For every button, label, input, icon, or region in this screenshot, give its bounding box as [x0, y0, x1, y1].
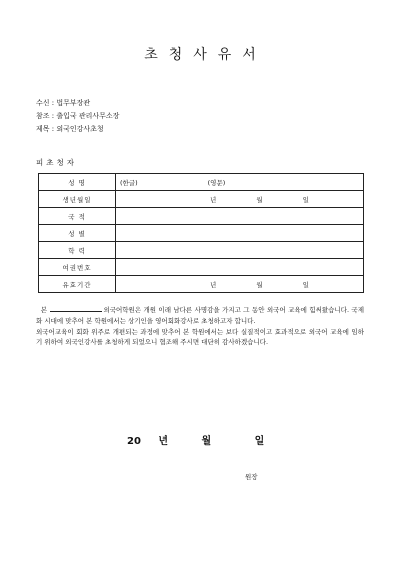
date-month-unit: 월: [201, 436, 212, 447]
date-day-unit: 일: [254, 436, 265, 447]
recipient-line: 수신 : 법무부장관: [36, 99, 91, 107]
passport-field[interactable]: [116, 259, 364, 276]
birth-month-unit: 월: [256, 195, 263, 204]
nationality-label: 국 적: [39, 208, 116, 225]
body-paragraph-2: 외국어교육이 회화 위주로 개편되는 과정에 맞추어 본 학원에서는 보다 실질적이고 효과적으로 외국어 교육에 임하기 위하여 외국인강사를 초청하게 되었으니 협조해 주시면 대단히 감사하겠습니다.: [36, 327, 364, 347]
education-field[interactable]: [116, 242, 364, 259]
education-label: 학 력: [39, 242, 116, 259]
form-row-nationality: [39, 208, 364, 225]
document-title: 초청사유서: [144, 47, 267, 63]
name-label: 성 명: [39, 174, 116, 191]
invitee-form-table: [38, 173, 364, 293]
validity-month-unit: 월: [256, 280, 263, 289]
birth-label: 생년월일: [39, 191, 116, 208]
nationality-field[interactable]: [116, 208, 364, 225]
subject-line: 제목 : 외국인강사초청: [36, 125, 104, 133]
document-meta: [36, 97, 119, 136]
form-row-validity: [39, 276, 364, 293]
form-row-birth: [39, 191, 364, 208]
gender-field[interactable]: [116, 225, 364, 242]
invitee-section-label: 피초청자: [36, 158, 77, 167]
invitation-body: [36, 305, 364, 348]
birth-field[interactable]: [116, 191, 364, 208]
validity-year-unit: 년: [210, 280, 217, 289]
validity-day-unit: 일: [302, 280, 309, 289]
reference-line: 참조 : 출입국 관리사무소장: [36, 112, 120, 120]
date-year-unit: 년: [158, 436, 169, 447]
date-year: 20: [127, 436, 141, 447]
academy-name-blank[interactable]: [50, 306, 102, 312]
body-start-word: 본: [40, 306, 48, 314]
name-korean-label: (한글): [120, 178, 138, 187]
form-row-name: [39, 174, 364, 191]
birth-year-unit: 년: [210, 195, 217, 204]
validity-label: 유효기간: [39, 276, 116, 293]
form-row-education: [39, 242, 364, 259]
body-paragraph-1-text: 외국어학원은 개원 이래 남다른 사명감을 가지고 그 동안 외국어 교육에 힘써왔습니다. 국제화 시대에 맞추어 본 학원에서는 상기인을 영어회화강사로 초청하고자 합니다.: [36, 306, 364, 325]
birth-day-unit: 일: [302, 195, 309, 204]
signature-line: 원장: [245, 473, 258, 481]
body-paragraph-1: [36, 305, 364, 327]
name-field[interactable]: [116, 174, 364, 191]
form-row-passport: [39, 259, 364, 276]
gender-label: 성 별: [39, 225, 116, 242]
name-english-label: (영문): [207, 178, 226, 187]
form-row-gender: [39, 225, 364, 242]
document-date: [127, 432, 264, 447]
passport-label: 여권번호: [39, 259, 116, 276]
validity-field[interactable]: [116, 276, 364, 293]
